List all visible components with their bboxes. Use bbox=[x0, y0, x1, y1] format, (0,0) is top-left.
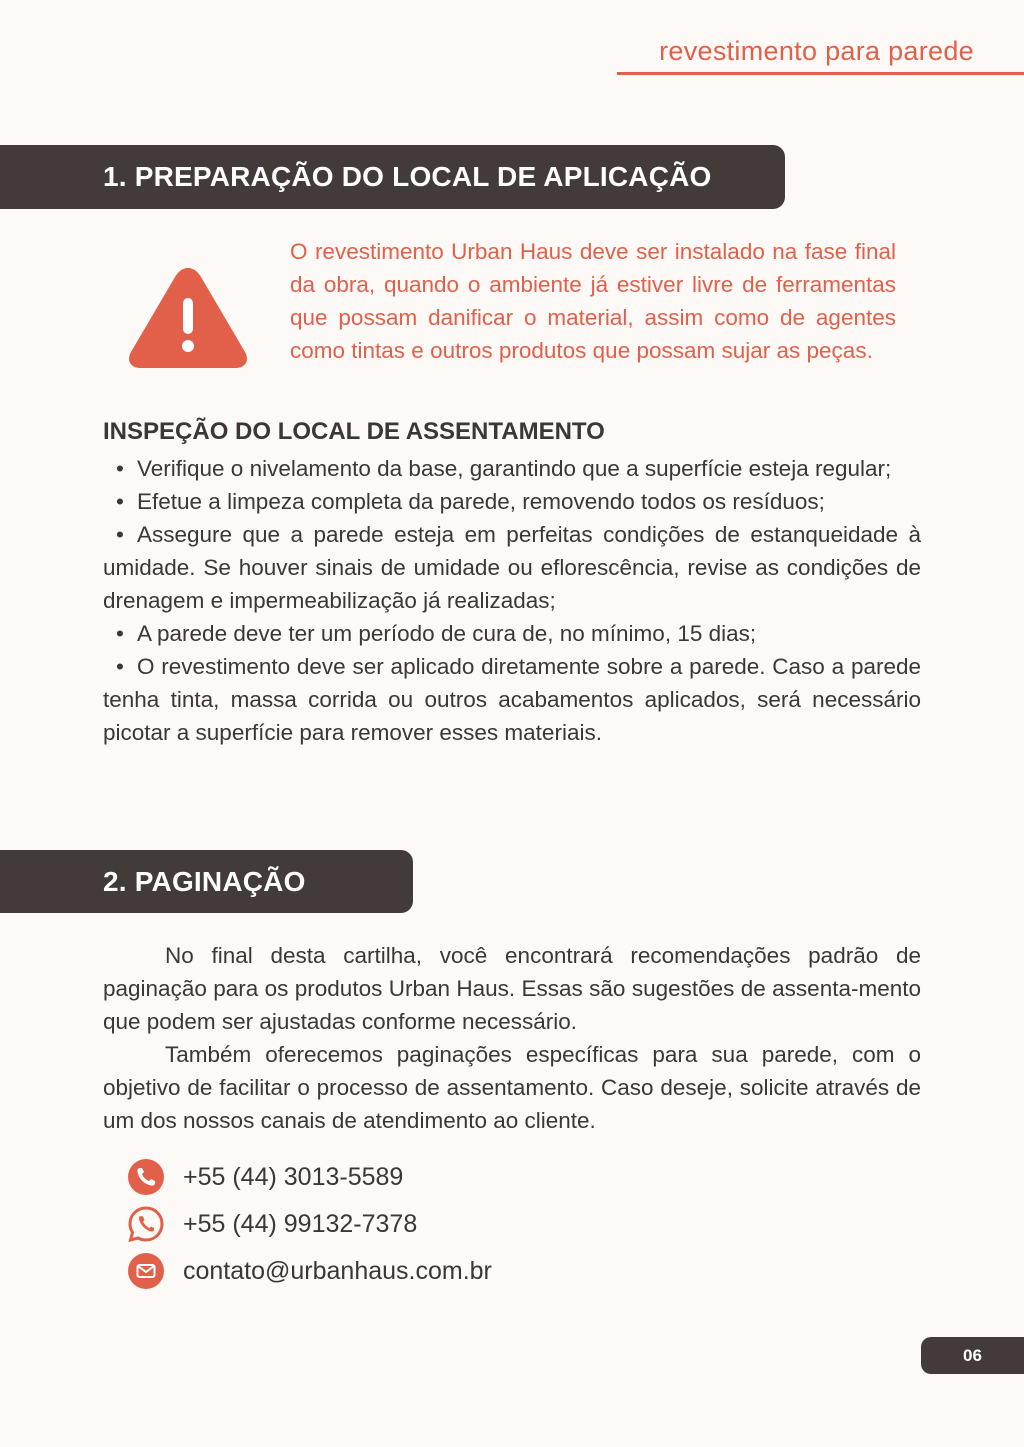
phone-icon bbox=[127, 1158, 165, 1196]
bullet-icon: • bbox=[116, 456, 124, 481]
warning-triangle-icon bbox=[125, 260, 251, 372]
section-2-title: 2. PAGINAÇÃO bbox=[103, 865, 306, 897]
whatsapp-icon bbox=[127, 1205, 165, 1243]
pagination-paragraph-1: No final desta cartilha, você encontrará recomendações padrão de paginação para os produtos Urban Haus. Essas são sugestões de assenta-mento que podem ser ajustadas conforme necessário. bbox=[103, 943, 921, 1034]
pagination-text bbox=[103, 939, 921, 1137]
list-item: • Verifique o nivelamento da base, garantindo que a superfície esteja regular; bbox=[103, 452, 921, 485]
section-1-title: 1. PREPARAÇÃO DO LOCAL DE APLICAÇÃO bbox=[103, 161, 712, 192]
contact-whatsapp-text: +55 (44) 99132-7378 bbox=[183, 1209, 418, 1238]
bullet-icon: • bbox=[116, 654, 124, 679]
contact-email-text: contato@urbanhaus.com.br bbox=[183, 1256, 492, 1285]
section-2-bar bbox=[0, 850, 413, 913]
contact-whatsapp[interactable] bbox=[127, 1205, 417, 1243]
list-item: • O revestimento deve ser aplicado diretamente sobre a parede. Caso a parede tenha tinta, massa corrida ou outros acabamentos aplicados, será necessário picotar a superfície para remover esses materiais. bbox=[103, 650, 921, 749]
pagination-paragraph-2: Também oferecemos paginações específicas para sua parede, com o objetivo de facilitar o processo de assentamento. Caso deseje, solicite através de um dos nossos canais de atendimento ao cliente. bbox=[103, 1042, 921, 1133]
section-1-bar bbox=[0, 145, 785, 209]
inspection-title: INSPEÇÃO DO LOCAL DE ASSENTAMENTO bbox=[103, 418, 605, 445]
header-title: revestimento para parede bbox=[659, 36, 974, 66]
inspection-list bbox=[103, 452, 921, 749]
page-number: 06 bbox=[921, 1337, 1024, 1374]
list-item: • Efetue a limpeza completa da parede, removendo todos os resíduos; bbox=[103, 485, 921, 518]
header-rule bbox=[617, 72, 1024, 75]
list-item: • Assegure que a parede esteja em perfeitas condições de estanqueidade à umidade. Se houver sinais de umidade ou eflorescência, revise as condições de drenagem e impermeabilização já realizadas; bbox=[103, 518, 921, 617]
bullet-icon: • bbox=[116, 489, 124, 514]
contact-phone-text: +55 (44) 3013-5589 bbox=[183, 1162, 404, 1191]
contact-email[interactable] bbox=[127, 1252, 492, 1290]
bullet-icon: • bbox=[116, 621, 124, 646]
email-icon bbox=[127, 1252, 165, 1290]
list-item: • A parede deve ter um período de cura de, no mínimo, 15 dias; bbox=[103, 617, 921, 650]
warning-text: O revestimento Urban Haus deve ser instalado na fase final da obra, quando o ambiente já estiver livre de ferramentas que possam danificar o material, assim como de agentes como tintas e outros produtos que possam sujar as peças. bbox=[290, 239, 896, 363]
contact-phone[interactable] bbox=[127, 1158, 403, 1196]
bullet-icon: • bbox=[116, 522, 124, 547]
